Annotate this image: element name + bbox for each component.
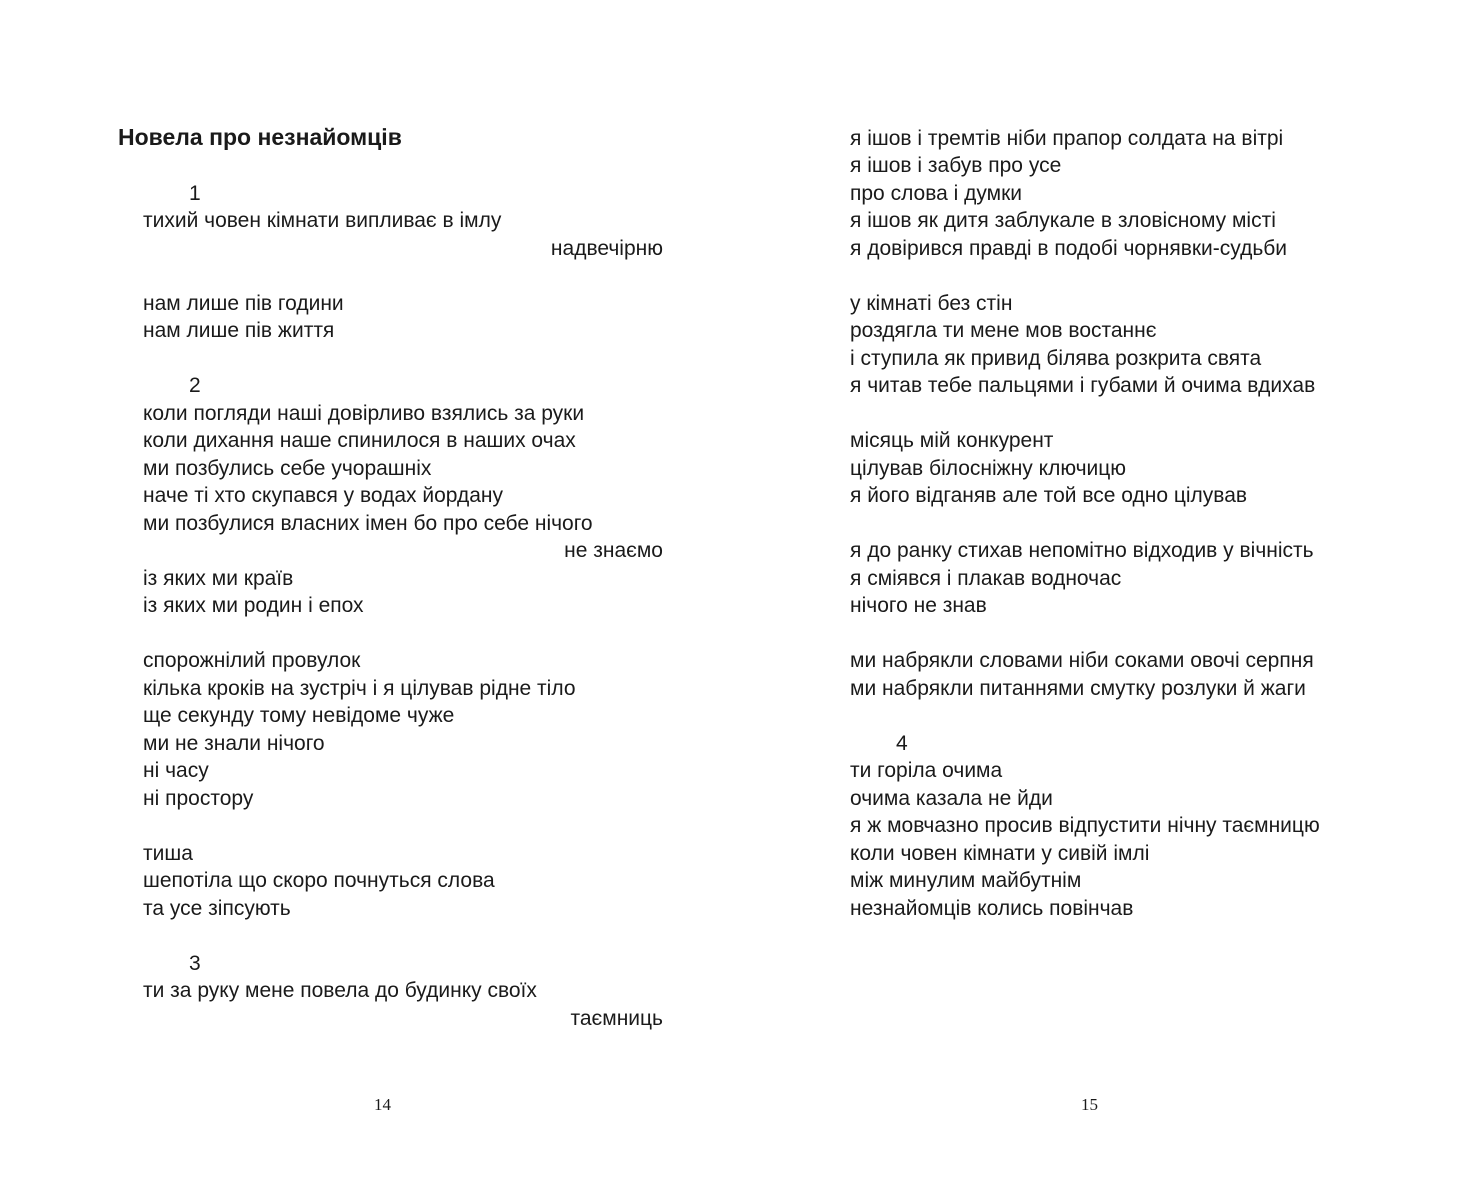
stanza-break [850,510,1390,538]
stanza-break [143,922,663,950]
poem-line: нам лише пів години [143,291,344,315]
section-number-1: 1 [189,181,201,205]
section-number-4: 4 [896,731,908,755]
poem-line: я сміявся і плакав водночас [850,566,1122,590]
poem-line: ти горіла очима [850,759,1003,782]
stanza-break [143,262,663,290]
poem-line: ми набрякли питаннями смутку розлуки й жаги [850,676,1306,700]
poem-line: роздягла ти мене мов востаннє [850,319,1157,342]
poem-line: я ішов як дитя заблукале в зловісному місті [850,209,1276,232]
stanza-break [850,262,1390,290]
poem-line: очима казала не йди [850,786,1053,810]
poem-line: я його відганяв але той все одно цілував [850,484,1248,507]
right-page [738,0,1476,1181]
stanza-break [850,620,1390,648]
poem-line: коли погляди наші довірливо взялись за руки [143,401,585,425]
poem-line: незнайомців колись повінчав [850,896,1134,920]
stanza-break [143,620,663,648]
poem-line: ні часу [143,759,209,782]
poem-line: я ж мовчазно просив відпустити нічну таємницю [850,814,1320,837]
poem-line: та усе зіпсують [143,896,291,920]
poem-line: тихий човен кімнати випливає в імлу [143,209,502,232]
poem-line-continuation: не знаємо [564,539,663,562]
page-number: 14 [374,1095,391,1114]
poem-line: коли човен кімнати у сивій імлі [850,841,1150,865]
poem-line: із яких ми родин і епох [143,594,364,617]
poem-line: я довірився правді в подобі чорнявки-судьби [850,236,1288,260]
poem-line: наче ті хто скупався у водах йордану [143,484,504,507]
left-page-text [143,180,663,1033]
poem-line: ми набрякли словами ніби соками овочі серпня [850,649,1314,672]
poem-line: у кімнаті без стін [850,291,1013,315]
poem-title: Новела про незнайомців [118,124,402,150]
poem-line: із яких ми країв [143,566,294,590]
poem-line: між минулим майбутнім [850,869,1082,892]
stanza-break [850,702,1390,730]
poem-line: про слова і думки [850,181,1023,205]
poem-line-continuation: таємниць [570,1006,663,1030]
poem-line: спорожнілий провулок [143,649,361,672]
poem-line: ми не знали нічого [143,731,325,755]
poem-line: ще секунду тому невідоме чуже [143,704,455,727]
right-page-text [850,125,1390,923]
poem-line: я ішов і тремтів ніби прапор солдата на вітрі [850,126,1284,150]
poem-line: ти за руку мене повела до будинку своїх [143,979,537,1002]
section-number-3: 3 [189,951,201,975]
poem-line: ні простору [143,786,254,810]
poem-line: шепотіла що скоро почнуться слова [143,869,495,892]
poem-line: я ішов і забув про усе [850,154,1062,177]
poem-line: нам лише пів життя [143,319,335,342]
poem-line: цілував білосніжну ключицю [850,456,1127,480]
poem-line: коли дихання наше спинилося в наших очах [143,429,576,452]
poem-line: і ступила як привид білява розкрита свята [850,346,1262,370]
poem-line: я читав тебе пальцями і губами й очима вдихав [850,374,1316,397]
section-number-2: 2 [189,374,201,397]
stanza-break [143,812,663,840]
stanza-break [143,345,663,373]
poem-line: ми позбулися власних імен бо про себе нічого [143,511,593,535]
page-number: 15 [1081,1095,1098,1114]
poem-line: кілька кроків на зустріч і я цілував рідне тіло [143,676,576,700]
poem-line: ми позбулись себе учорашніх [143,456,432,480]
poem-line: місяць мій конкурент [850,429,1054,452]
stanza-break [850,400,1390,428]
poem-line: тиша [143,841,193,865]
poem-line: нічого не знав [850,594,987,617]
poem-line-continuation: надвечірню [550,236,663,260]
poem-line: я до ранку стихав непомітно відходив у вічність [850,539,1314,562]
